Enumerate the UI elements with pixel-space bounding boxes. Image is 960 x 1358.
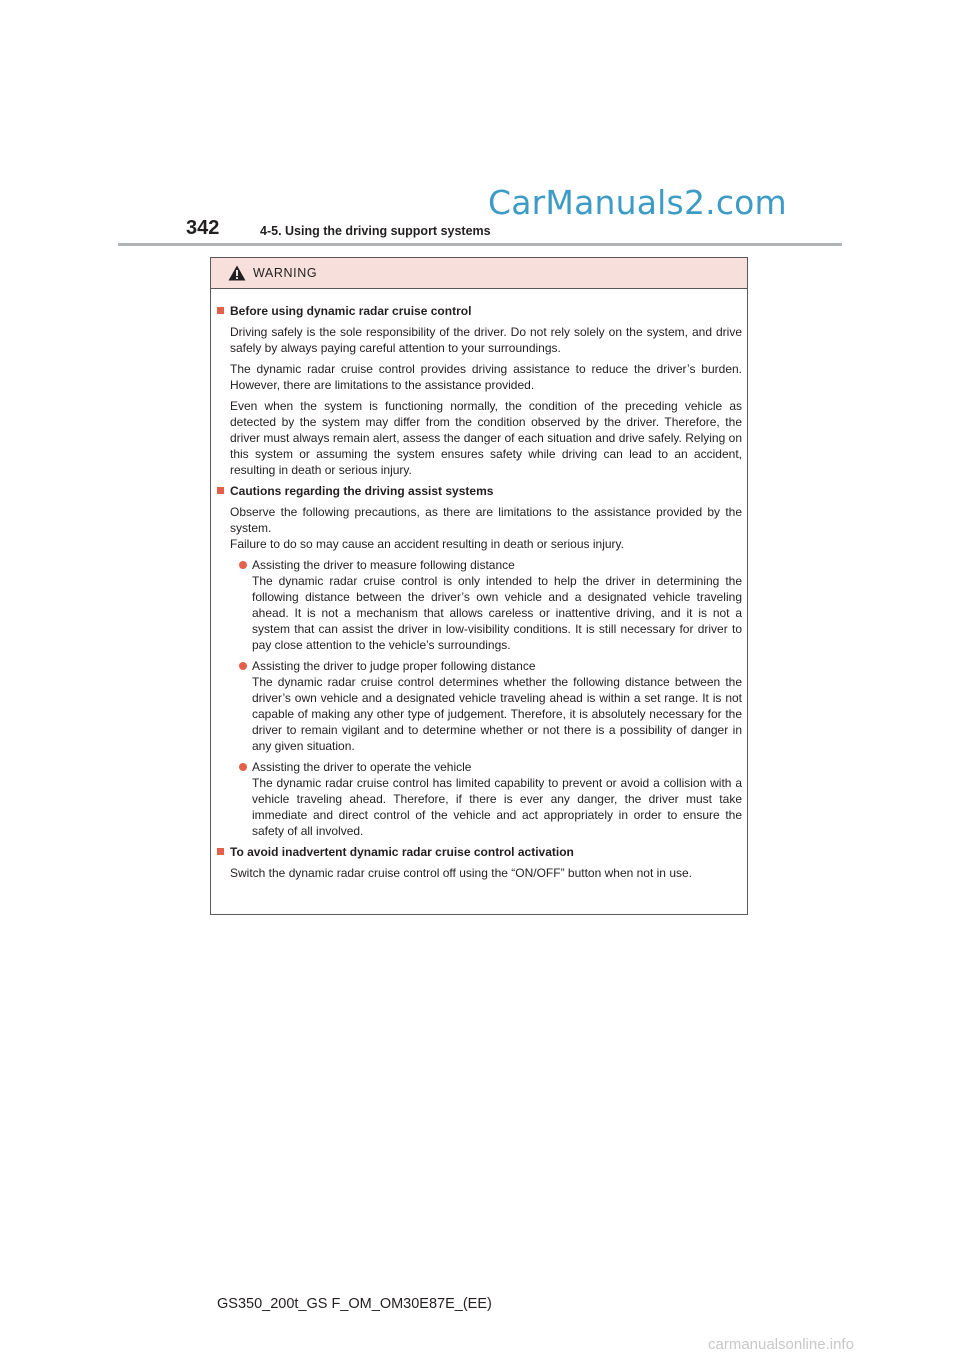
section-heading-avoid-activation: To avoid inadvertent dynamic radar cruise control activation	[217, 844, 742, 860]
warning-label: WARNING	[253, 266, 318, 280]
warning-body	[211, 289, 747, 881]
paragraph: Failure to do so may cause an accident resulting in death or serious injury.	[230, 537, 624, 551]
list-item-title: Assisting the driver to measure following distance	[252, 558, 515, 572]
square-bullet-icon	[217, 307, 224, 314]
warning-header	[211, 258, 747, 289]
section-heading-before-using: Before using dynamic radar cruise control	[217, 303, 742, 319]
header-rule	[118, 243, 842, 246]
square-bullet-icon	[217, 848, 224, 855]
list-item	[239, 759, 742, 839]
section-title: 4-5. Using the driving support systems	[260, 224, 491, 238]
square-bullet-icon	[217, 487, 224, 494]
paragraph: Even when the system is functioning normally, the condition of the preceding vehicle as detected by the system may differ from the condition observed by the driver. Therefore, the driver must always remain alert, assess the danger of each situation and drive safely. Relying on this system or assuming the system ensures safety while driving can lead to an accident, resulting in death or serious injury.	[230, 399, 742, 477]
list-item-title: Assisting the driver to operate the vehicle	[252, 760, 472, 774]
list-item-text: The dynamic radar cruise control determines whether the following distance between the driver’s own vehicle and a designated vehicle traveling ahead is within a set range. It is not capable of making any other type of judgement. Therefore, it is absolutely necessary for the driver to remain vigilant and to determine whether or not there is a possibility of danger in any given situation.	[252, 675, 742, 753]
footer-document-code: GS350_200t_GS F_OM_OM30E87E_(EE)	[217, 1296, 492, 1312]
list-item-text: The dynamic radar cruise control is only intended to help the driver in determining the following distance between the driver’s own vehicle and a designated vehicle traveling ahead. It is not a mechanism that allows careless or inattentive driving, and it is not a system that can assist the driver in low-visibility conditions. It is still necessary for driver to pay close attention to the vehicle’s surroundings.	[252, 574, 742, 652]
list-item-text: The dynamic radar cruise control has limited capability to prevent or avoid a collision with a vehicle traveling ahead. Therefore, if there is ever any danger, the driver must take immediate and direct control of the vehicle and act appropriately in order to ensure the safety of all involved.	[252, 776, 742, 838]
paragraph: Observe the following precautions, as there are limitations to the assistance provided by the system.	[230, 505, 742, 535]
list-item-title: Assisting the driver to judge proper following distance	[252, 659, 536, 673]
section-heading-cautions: Cautions regarding the driving assist systems	[217, 483, 742, 499]
circle-bullet-icon	[239, 561, 247, 569]
warning-triangle-icon	[228, 265, 246, 281]
circle-bullet-icon	[239, 662, 247, 670]
warning-box	[210, 257, 748, 915]
list-item	[239, 658, 742, 754]
paragraph: The dynamic radar cruise control provides driving assistance to reduce the driver’s burden. However, there are limitations to the assistance provided.	[230, 362, 742, 392]
paragraph: Driving safely is the sole responsibility of the driver. Do not rely solely on the system, and drive safely by always paying careful attention to your surroundings.	[230, 325, 742, 355]
circle-bullet-icon	[239, 763, 247, 771]
list-item	[239, 557, 742, 653]
page-number: 342	[186, 217, 220, 239]
watermark-carmanuals2: CarManuals2.com	[488, 183, 787, 222]
watermark-carmanualsonline: carmanualsonline.info	[708, 1336, 854, 1353]
paragraph: Switch the dynamic radar cruise control off using the “ON/OFF” button when not in use.	[230, 866, 692, 880]
